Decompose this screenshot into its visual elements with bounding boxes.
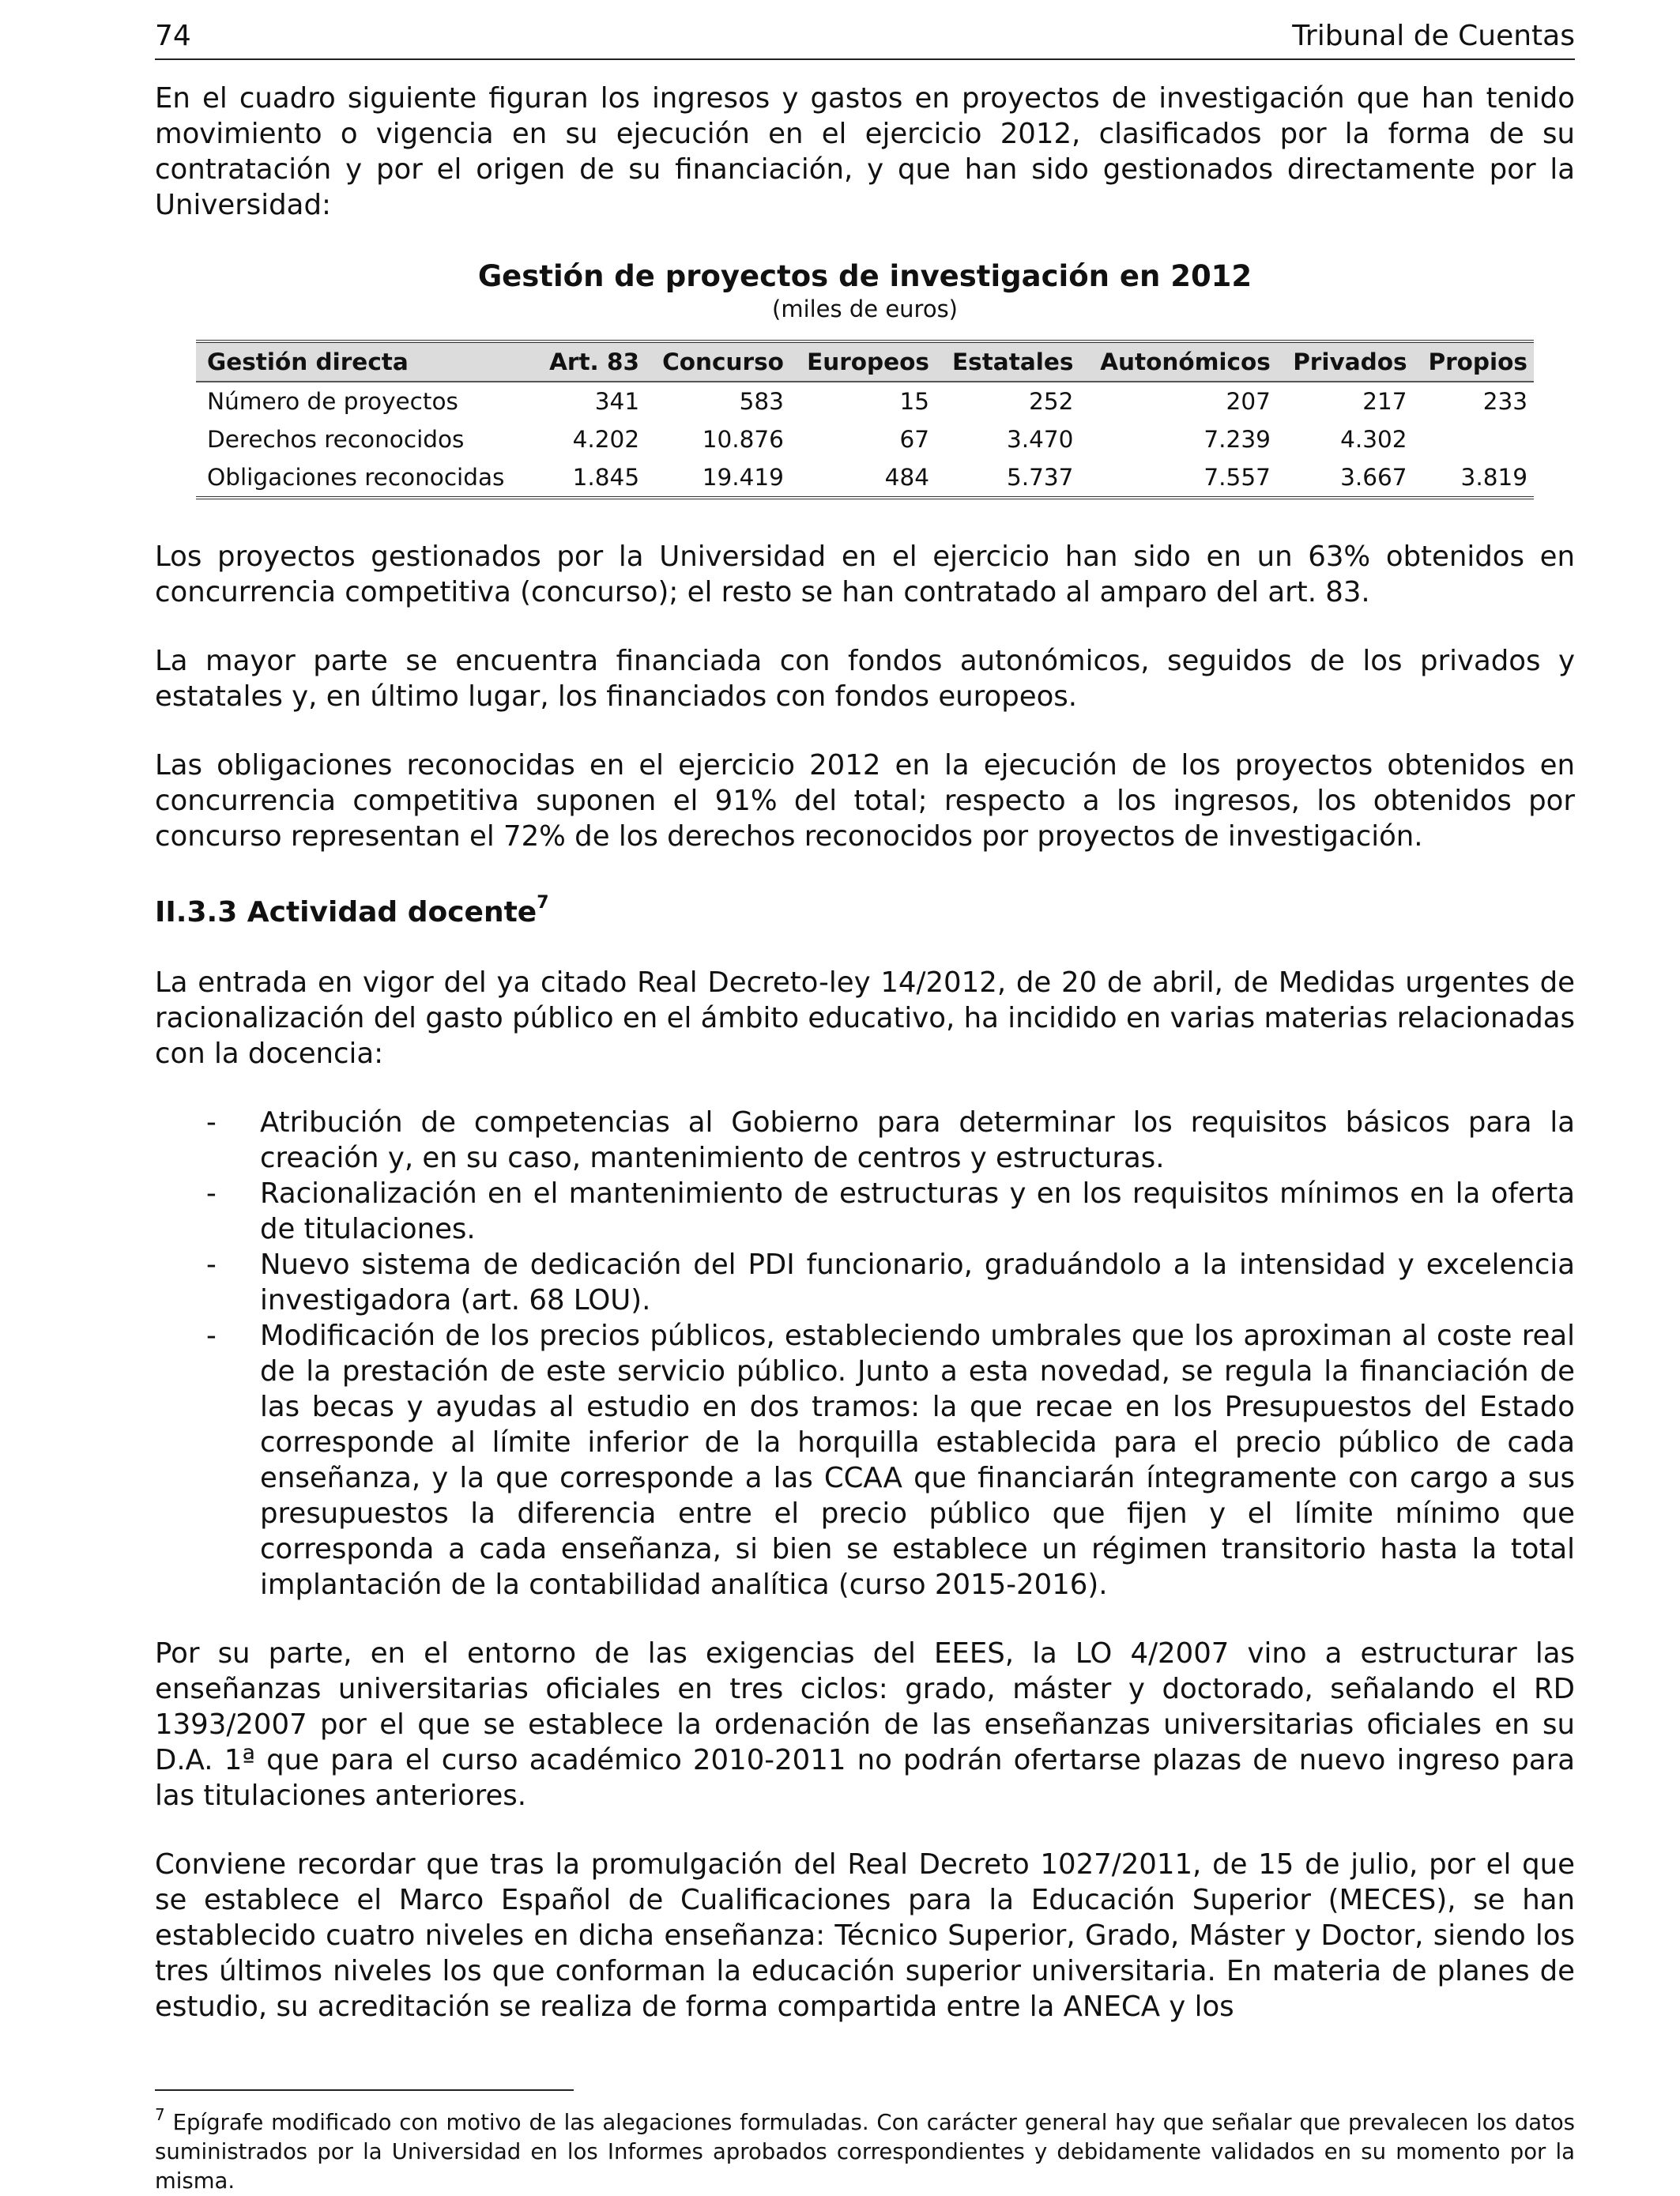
footnote-reference: 7 [537, 893, 549, 913]
table-cell: 1.845 [535, 458, 646, 498]
table-cell: 19.419 [646, 458, 790, 498]
table-cell: 484 [790, 458, 936, 498]
table-title: Gestión de proyectos de investigación en 2012 [477, 259, 1252, 293]
table-row [196, 382, 1534, 420]
table-cell: 10.876 [702, 426, 784, 453]
list-item-text: Modificación de los precios públicos, estableciendo umbrales que los aproximan al coste real de la prestación de este servicio público. Junto a esta novedad, se regula la financiación de las becas y ayudas al estudio en dos tramos: la que recae en los Presupuestos del Estado corresponde al límite inferior de la horquilla establecida para el precio público de cada enseñanza, y la que corresponde a las CCAA que financiarán íntegramente con cargo a sus presupuestos la diferencia entre el precio público que fijen y el límite mínimo que corresponda a cada enseñanza, si bien se establece un régimen transitorio hasta la total implantación de la contabilidad analítica (curso 2015-2016). [260, 1320, 1575, 1601]
table-cell: 207 [1226, 388, 1271, 415]
table-cell: Derechos reconocidos [207, 426, 465, 453]
footnote-text: Epígrafe modificado con motivo de las alegaciones formuladas. Con carácter general hay que señalar que prevalecen los datos suministrados por la Universidad en los Informes aprobados correspondientes y debidamente validados en su momento por la misma. [155, 2110, 1575, 2194]
intro-paragraph: En el cuadro siguiente figuran los ingresos y gastos en proyectos de investigación que han tenido movimiento o vigencia en su ejecución en el ejercicio 2012, clasificados por la forma de su contratación y por el origen de su financiación, y que han sido gestionados directamente por la Universidad: [155, 82, 1575, 221]
analysis-paragraph: Las obligaciones reconocidas en el ejercicio 2012 en la ejecución de los proyectos obtenidos en concurrencia competitiva suponen el 91% del total; respecto a los ingresos, los obtenidos por concurso representan el 72% de los derechos reconocidos por proyectos de investigación. [155, 749, 1575, 853]
bullet-dash: - [206, 1320, 217, 1352]
list-item [206, 1247, 1575, 1318]
section-intro-paragraph: La entrada en vigor del ya citado Real Decreto-ley 14/2012, de 20 de abril, de Medidas urgentes de racionalización del gasto público en el ámbito educativo, ha incidido en varias materias relacionadas con la docencia: [155, 966, 1575, 1070]
bullet-dash: - [206, 1249, 217, 1281]
table-cell: 233 [1482, 388, 1527, 415]
column-header: Propios [1414, 341, 1534, 382]
table-cell: 217 [1362, 388, 1407, 415]
research-projects-table [196, 340, 1534, 499]
list-item-text: Racionalización en el mantenimiento de estructuras y en los requisitos mínimos en la oferta de titulaciones. [260, 1177, 1575, 1245]
table-cell: 15 [899, 388, 929, 415]
closing-paragraph: Por su parte, en el entorno de las exigencias del EEES, la LO 4/2007 vino a estructurar las enseñanzas universitarias oficiales en tres ciclos: grado, máster y doctorado, señalando el RD 1393/2007 por el que se establece la ordenación de las enseñanzas universitarias oficiales en su D.A. 1ª que para el curso académico 2010-2011 no podrán ofertarse plazas de nuevo ingreso para las titulaciones anteriores. [155, 1637, 1575, 1812]
table-cell: 3.819 [1414, 458, 1534, 498]
measures-list [155, 1105, 1575, 1603]
footnote-number: 7 [155, 2105, 165, 2124]
list-item-text: Atribución de competencias al Gobierno para determinar los requisitos básicos para la creación y, en su caso, mantenimiento de centros y estructuras. [260, 1106, 1575, 1174]
table-cell: 3.667 [1277, 458, 1414, 498]
table-cell: Número de proyectos [207, 388, 458, 415]
list-item [206, 1318, 1575, 1603]
closing-paragraph: Conviene recordar que tras la promulgación del Real Decreto 1027/2011, de 15 de julio, por el que se establece el Marco Español de Cualificaciones para la Educación Superior (MECES), se han establecido cuatro niveles en dicha enseñanza: Técnico Superior, Grado, Máster y Doctor, siendo los tres últimos niveles los que conforman la educación superior universitaria. En materia de planes de estudio, su acreditación se realiza de forma compartida entre la ANECA y los [155, 1848, 1575, 2023]
table-cell [1414, 420, 1534, 458]
analysis-paragraph: La mayor parte se encuentra financiada con fondos autonómicos, seguidos de los privados y estatales y, en último lugar, los financiados con fondos europeos. [155, 645, 1575, 713]
table-row [196, 420, 1534, 458]
table-cell: 3.470 [1006, 426, 1074, 453]
table-row [196, 458, 1534, 498]
footnote-separator [155, 2089, 574, 2091]
column-header: Privados [1277, 341, 1414, 382]
table-cell: Obligaciones reconocidas [196, 458, 535, 498]
table-cell: 67 [899, 426, 929, 453]
bullet-dash: - [206, 1177, 217, 1210]
table-cell: 583 [739, 388, 784, 415]
column-header: Estatales [936, 341, 1079, 382]
section-title: II.3.3 Actividad docente [155, 896, 537, 928]
bullet-dash: - [206, 1106, 217, 1139]
column-header: Europeos [790, 341, 936, 382]
publisher-name: Tribunal de Cuentas [1292, 20, 1575, 52]
analysis-paragraph: Los proyectos gestionados por la Universidad en el ejercicio han sido en un 63% obtenidos en concurrencia competitiva (concurso); el resto se han contratado al amparo del art. 83. [155, 541, 1575, 608]
table-header-row [196, 341, 1534, 382]
table-cell: 7.239 [1203, 426, 1271, 453]
table-cell: 4.302 [1340, 426, 1407, 453]
page-number: 74 [155, 20, 191, 52]
table-cell: 5.737 [936, 458, 1079, 498]
table-cell: 4.202 [572, 426, 640, 453]
table-cell: 7.557 [1079, 458, 1276, 498]
table-subtitle: (miles de euros) [772, 296, 958, 322]
column-header: Autonómicos [1079, 341, 1276, 382]
footnote [155, 2102, 1575, 2196]
list-item [206, 1176, 1575, 1247]
column-header: Art. 83 [535, 341, 646, 382]
table-cell: 252 [1029, 388, 1074, 415]
table-cell: 341 [594, 388, 640, 415]
running-header [155, 17, 1575, 60]
column-header: Gestión directa [196, 341, 535, 382]
list-item-text: Nuevo sistema de dedicación del PDI funcionario, graduándolo a la intensidad y excelencia investigadora (art. 68 LOU). [260, 1249, 1575, 1316]
column-header: Concurso [646, 341, 790, 382]
section-heading [155, 887, 1575, 932]
list-item [206, 1105, 1575, 1176]
